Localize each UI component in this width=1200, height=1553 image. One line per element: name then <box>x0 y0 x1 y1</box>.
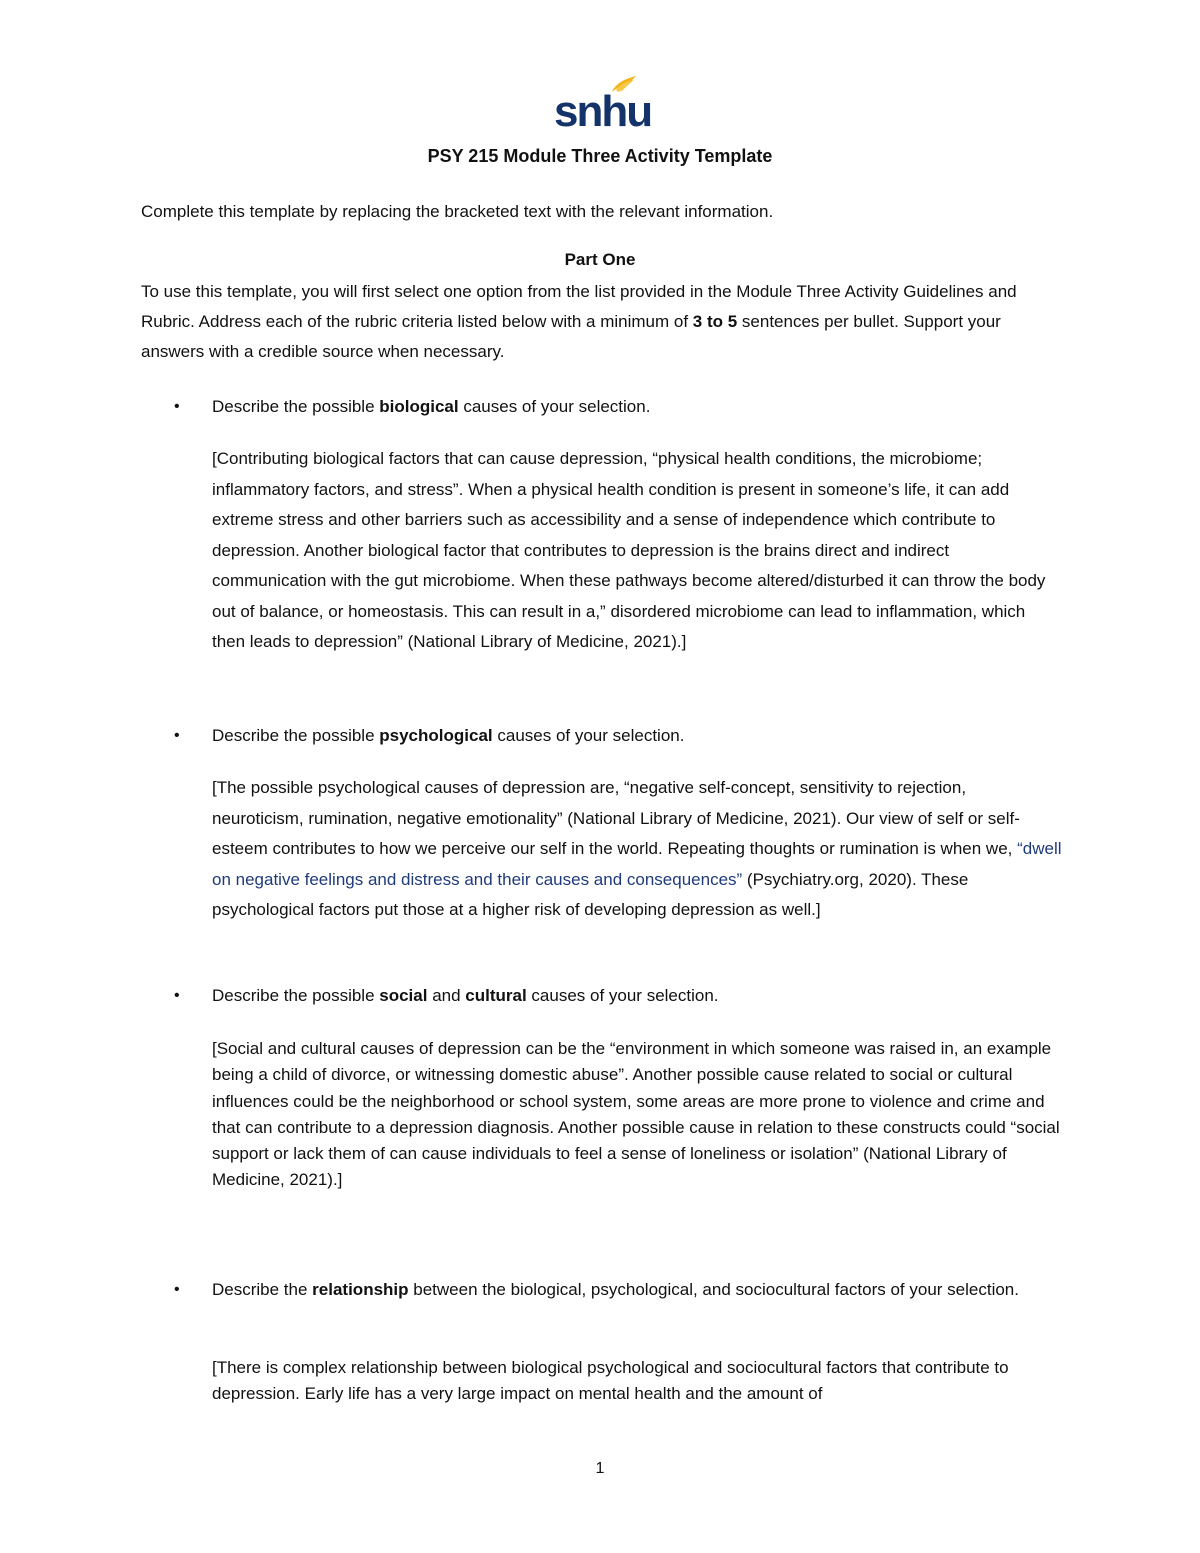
answer-relationship: [There is complex relationship between biological psychological and sociocultural factors that contribute to depression. Early life has a very large impact on mental health and the amount of <box>212 1358 1009 1404</box>
logo-wordmark: snhu <box>554 87 652 136</box>
prompt-social-cultural: Describe the possible social and cultural causes of your selection. <box>212 986 719 1005</box>
answer-social-cultural: [Social and cultural causes of depression can be the “environment in which someone was raised in, an example being a child of divorce, or witnessing domestic abuse”. Another possible cause related to social or cultural influences could be the neighborhood or school system, some areas are more prone to violence and crime and that can contribute to a depression diagnosis. Another possible cause in relation to these constructs could “social support or lack them of can cause individuals to feel a sense of loneliness or isolation” (National Library of Medicine, 2021).] <box>212 1039 1060 1190</box>
page-title: PSY 215 Module Three Activity Template <box>427 146 773 166</box>
part-one-heading: Part One <box>564 250 636 269</box>
quote-psychiatry: “dwell on negative feelings and distress and their causes and consequences” <box>212 839 1062 889</box>
intro-text: Complete this template by replacing the bracketed text with the relevant information. <box>141 202 774 221</box>
snhu-logo <box>550 72 650 136</box>
prompt-biological: Describe the possible biological causes of your selection. <box>212 397 651 416</box>
answer-psychological: [The possible psychological causes of depression are, “negative self-concept, sensitivity to rejection, neuroticism, rumination, negative emotionality” (National Library of Medicine, 2021). Our view of self or self-esteem contributes to how we perceive our self in the world. Repeating thoughts or rumination is when we, “dwell on negative feelings and distress and their causes and consequences” (Psychiatry.org, 2020). These psychological factors put those at a higher risk of developing depression as well.] <box>212 778 1062 919</box>
bullet-glyph: • <box>174 398 180 415</box>
instructions-text-1: To use this template, you will first select one option from the list provided in the Module Three Activity Guidelines and Rubric. Address each of the rubric criteria listed below with a minimum of <box>141 282 1017 331</box>
bullet-glyph: • <box>174 727 180 744</box>
instructions-bold: 3 to 5 <box>692 312 738 331</box>
bullet-glyph: • <box>174 987 180 1004</box>
prompt-psychological: Describe the possible psychological causes of your selection. <box>212 726 685 745</box>
prompt-relationship: Describe the relationship between the biological, psychological, and sociocultural factors of your selection. <box>212 1280 1019 1299</box>
instructions-text-2: sentences per bullet. Support your answers with a credible source when necessary. <box>141 312 1001 361</box>
page-number: 1 <box>595 1460 605 1477</box>
part-one-instructions <box>141 277 1061 367</box>
answer-biological: [Contributing biological factors that can cause depression, “physical health conditions, the microbiome; inflammatory factors, and stress”. When a physical health condition is present in someone’s life, it can add extreme stress and other barriers such as accessibility and a sense of independence which contribute to depression. Another biological factor that contributes to depression is the brains direct and indirect communication with the gut microbiome. When these pathways become altered/disturbed it can throw the body out of balance, or homeostasis. This can result in a,” disordered microbiome can lead to inflammation, which then leads to depression” (National Library of Medicine, 2021).] <box>212 449 1046 651</box>
bullet-glyph: • <box>174 1281 180 1298</box>
